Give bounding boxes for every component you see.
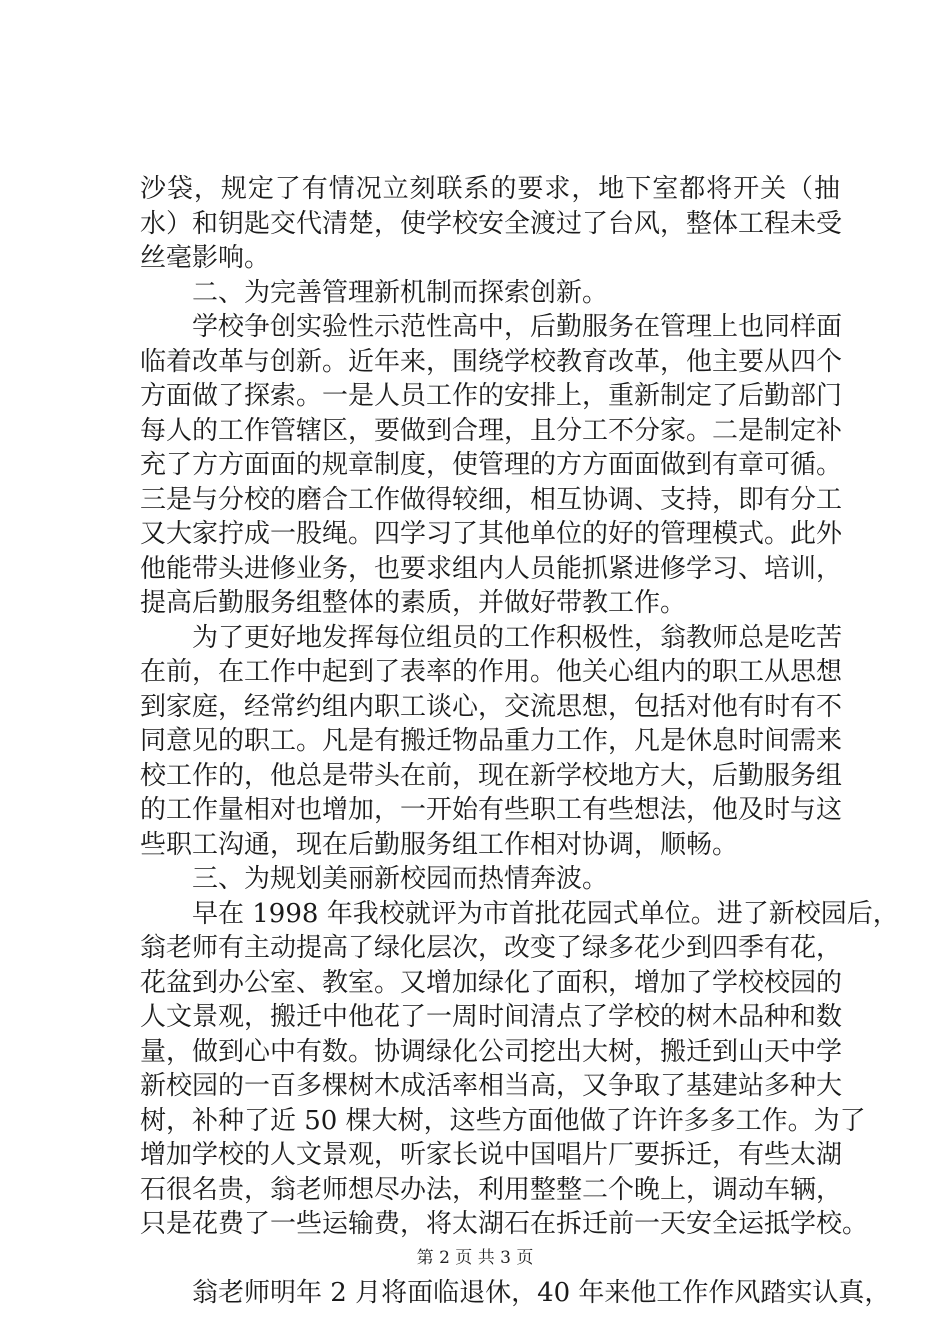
text-line: 沙袋，规定了有情况立刻联系的要求，地下室都将开关（抽 — [140, 174, 840, 204]
section-heading: 三、为规划美丽新校园而热情奔波。 — [192, 864, 609, 894]
text-line: 学校争创实验性示范性高中，后勤服务在管理上也同样面 — [192, 312, 843, 342]
page-footer: 第 2 页 共 3 页 — [416, 1248, 534, 1268]
text-line: 树，补种了近 50 棵大树，这些方面他做了许许多多工作。为了 — [140, 1105, 866, 1136]
text-line: 的工作量相对也增加，一开始有些职工有些想法，他及时与这 — [140, 795, 843, 825]
section-heading: 二、为完善管理新机制而探索创新。 — [192, 277, 609, 308]
text-line: 些职工沟通，现在后勤服务组工作相对协调，顺畅。 — [140, 829, 739, 860]
text-line: 同意见的职工。凡是有搬迁物品重力工作，凡是休息时间需来 — [140, 726, 843, 756]
text-line: 花盆到办公室、教室。又增加绿化了面积，增加了学校校园的 — [140, 967, 843, 998]
text-line: 临着改革与创新。近年来，围绕学校教育改革，他主要从四个 — [140, 346, 843, 377]
text-line: 方面做了探索。一是人员工作的安排上，重新制定了后勤部门 — [140, 381, 843, 411]
text-line: 每人的工作管辖区，要做到合理，且分工不分家。二是制定补 — [140, 415, 843, 446]
text-line: 新校园的一百多棵树木成活率相当高，又争取了基建站多种大 — [140, 1071, 843, 1101]
text-line: 又大家拧成一股绳。四学习了其他单位的好的管理模式。此外 — [140, 519, 843, 549]
text-line: 量，做到心中有数。协调绿化公司挖出大树，搬迁到山天中学 — [140, 1036, 843, 1067]
text-line: 他能带头进修业务，也要求组内人员能抓紧进修学习、培训， — [140, 553, 843, 584]
text-line: 三是与分校的磨合工作做得较细，相互协调、支持，即有分工 — [140, 484, 843, 515]
text-line: 水）和钥匙交代清楚，使学校安全渡过了台风，整体工程未受 — [140, 208, 843, 239]
text-line: 提高后勤服务组整体的素质，并做好带教工作。 — [140, 588, 687, 618]
text-line: 翁老师明年 2 月将面临退休，40 年来他工作作风踏实认真， — [192, 1278, 891, 1308]
text-line: 增加学校的人文景观，听家长说中国唱片厂要拆迁，有些太湖 — [140, 1140, 843, 1170]
text-line: 翁老师有主动提高了绿化层次，改变了绿多花少到四季有花， — [140, 933, 843, 963]
text-line: 只是花费了一些运输费，将太湖石在拆迁前一天安全运抵学校。 — [140, 1209, 869, 1239]
text-line: 人文景观，搬迁中他花了一周时间清点了学校的树木品种和数 — [140, 1002, 843, 1032]
text-line: 校工作的，他总是带头在前，现在新学校地方大，后勤服务组 — [140, 760, 843, 791]
text-line: 为了更好地发挥每位组员的工作积极性，翁教师总是吃苦 — [192, 622, 843, 653]
text-line: 丝毫影响。 — [140, 243, 271, 273]
text-line: 石很名贵，翁老师想尽办法，利用整整二个晚上，调动车辆， — [140, 1174, 843, 1205]
text-line: 充了方方面面的规章制度，使管理的方方面面做到有章可循。 — [140, 450, 843, 480]
text-line: 早在 1998 年我校就评为市首批花园式单位。进了新校园后， — [192, 898, 899, 929]
body-text — [140, 172, 899, 1311]
text-line: 在前，在工作中起到了表率的作用。他关心组内的职工从思想 — [140, 657, 843, 687]
text-line: 到家庭，经常约组内职工谈心，交流思想，包括对他有时有不 — [140, 691, 843, 722]
